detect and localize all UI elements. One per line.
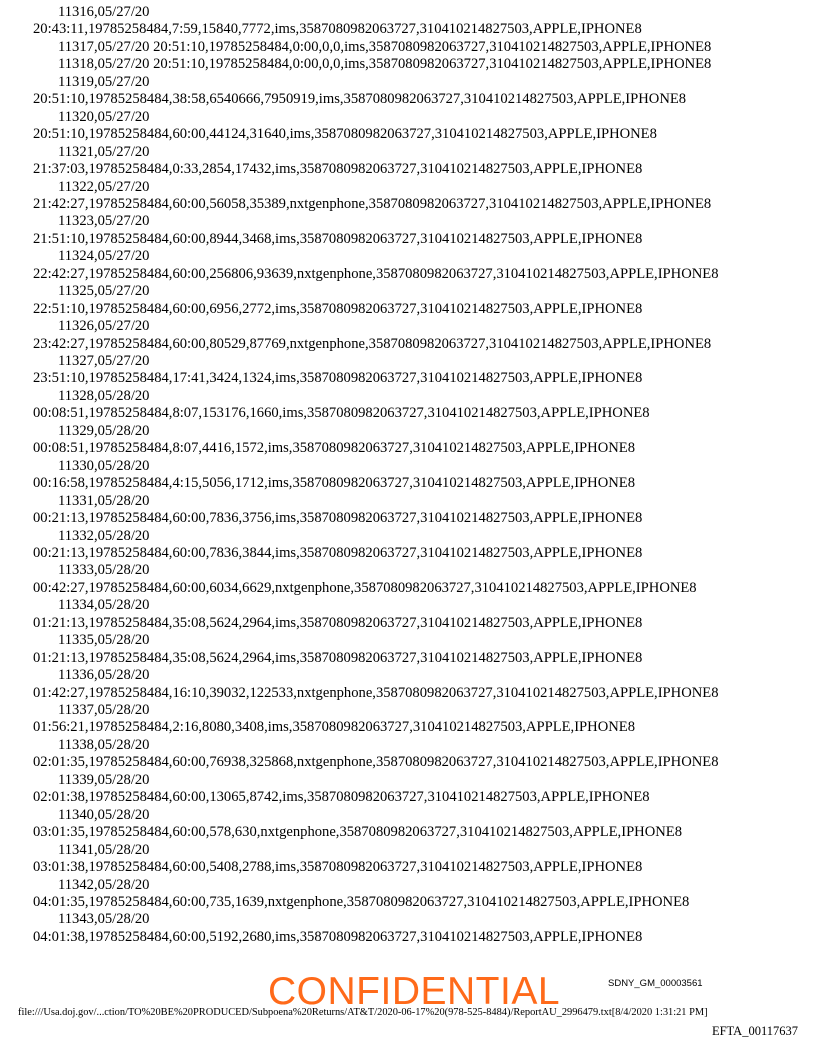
record-detail-line: 22:51:10,19785258484,60:00,6956,2772,ims,3587080982063727,310410214827503,APPLE,IPHONE8	[33, 300, 643, 317]
record-detail-line: 20:43:11,19785258484,7:59,15840,7772,ims,3587080982063727,310410214827503,APPLE,IPHONE8	[33, 21, 642, 38]
record-detail-line: 01:42:27,19785258484,16:10,39032,122533,nxtgenphone,3587080982063727,310410214827503,APPLE,IPHONE8	[33, 684, 719, 701]
record-detail-line: 23:42:27,19785258484,60:00,80529,87769,nxtgenphone,3587080982063727,310410214827503,APPLE,IPHONE8	[33, 335, 712, 352]
record-detail-line: 00:08:51,19785258484,8:07,4416,1572,ims,3587080982063727,310410214827503,APPLE,IPHONE8	[33, 440, 636, 457]
record-header-line: 11319,05/27/20	[58, 73, 150, 90]
record-header-line: 11340,05/28/20	[58, 806, 150, 823]
record-header-line: 11339,05/28/20	[58, 771, 150, 788]
record-detail-line: 02:01:38,19785258484,60:00,13065,8742,ims,3587080982063727,310410214827503,APPLE,IPHONE8	[33, 789, 650, 806]
bates-number: SDNY_GM_00003561	[608, 978, 703, 989]
record-header-line: 11332,05/28/20	[58, 527, 150, 544]
record-detail-line: 22:42:27,19785258484,60:00,256806,93639,nxtgenphone,3587080982063727,310410214827503,APPLE,IPHONE8	[33, 265, 719, 282]
record-detail-line: 21:42:27,19785258484,60:00,56058,35389,nxtgenphone,3587080982063727,310410214827503,APPLE,IPHONE8	[33, 195, 712, 212]
record-detail-line: 00:16:58,19785258484,4:15,5056,1712,ims,3587080982063727,310410214827503,APPLE,IPHONE8	[33, 475, 636, 492]
record-detail-line: 03:01:35,19785258484,60:00,578,630,nxtgenphone,3587080982063727,310410214827503,APPLE,IPHONE8	[33, 824, 683, 841]
record-header-line: 11331,05/28/20	[58, 492, 150, 509]
record-header-line: 11337,05/28/20	[58, 702, 150, 718]
file-path-footer: file:///Usa.doj.gov/...ction/TO%20BE%20PRODUCED/Subpoena%20Returns/AT&T/2020-06-17%20(978-525-8484)/ReportAU_2996479.txt[8/4/2020 1:31:21 PM]	[18, 1007, 708, 1018]
confidential-stamp: CONFIDENTIAL	[268, 970, 561, 1013]
record-header-line: 11336,05/28/20	[58, 667, 150, 684]
record-header-line: 11321,05/27/20	[58, 143, 150, 160]
record-detail-line: 01:21:13,19785258484,35:08,5624,2964,ims,3587080982063727,310410214827503,APPLE,IPHONE8	[33, 614, 643, 631]
record-detail-line: 23:51:10,19785258484,17:41,3424,1324,ims,3587080982063727,310410214827503,APPLE,IPHONE8	[33, 370, 643, 387]
record-header-line: 11333,05/28/20	[58, 562, 150, 579]
record-detail-line: 03:01:38,19785258484,60:00,5408,2788,ims,3587080982063727,310410214827503,APPLE,IPHONE8	[33, 859, 643, 876]
record-header-line: 11328,05/28/20	[58, 387, 150, 404]
record-detail-line: 00:21:13,19785258484,60:00,7836,3844,ims,3587080982063727,310410214827503,APPLE,IPHONE8	[33, 544, 643, 561]
record-detail-line: 21:37:03,19785258484,0:33,2854,17432,ims,3587080982063727,310410214827503,APPLE,IPHONE8	[33, 161, 643, 178]
record-detail-line: 01:56:21,19785258484,2:16,8080,3408,ims,3587080982063727,310410214827503,APPLE,IPHONE8	[33, 719, 636, 736]
record-header-line: 11325,05/27/20	[58, 283, 150, 300]
record-header-line: 11327,05/27/20	[58, 353, 150, 369]
record-header-line: 11330,05/28/20	[58, 457, 150, 474]
record-header-line: 11316,05/27/20	[58, 4, 150, 20]
record-header-line: 11320,05/27/20	[58, 108, 150, 125]
record-header-line: 11326,05/27/20	[58, 318, 150, 335]
record-detail-line: 00:21:13,19785258484,60:00,7836,3756,ims,3587080982063727,310410214827503,APPLE,IPHONE8	[33, 510, 643, 527]
record-detail-line: 21:51:10,19785258484,60:00,8944,3468,ims,3587080982063727,310410214827503,APPLE,IPHONE8	[33, 230, 643, 247]
record-header-line: 11329,05/28/20	[58, 422, 150, 439]
record-header-line: 11317,05/27/20 20:51:10,19785258484,0:00,0,0,ims,3587080982063727,310410214827503,APPLE,IPHONE8	[58, 38, 712, 55]
record-detail-line: 02:01:35,19785258484,60:00,76938,325868,nxtgenphone,3587080982063727,310410214827503,APPLE,IPHONE8	[33, 754, 719, 771]
record-detail-line: 20:51:10,19785258484,60:00,44124,31640,ims,3587080982063727,310410214827503,APPLE,IPHONE8	[33, 126, 657, 143]
record-header-line: 11341,05/28/20	[58, 841, 150, 858]
record-detail-line: 00:08:51,19785258484,8:07,153176,1660,ims,3587080982063727,310410214827503,APPLE,IPHONE8	[33, 405, 650, 422]
efta-number: EFTA_00117637	[711, 1024, 798, 1038]
record-header-line: 11324,05/27/20	[58, 248, 150, 265]
record-header-line: 11323,05/27/20	[58, 213, 150, 230]
record-detail-line: 04:01:35,19785258484,60:00,735,1639,nxtgenphone,3587080982063727,310410214827503,APPLE,IPHONE8	[33, 893, 690, 910]
record-detail-line: 04:01:38,19785258484,60:00,5192,2680,ims,3587080982063727,310410214827503,APPLE,IPHONE8	[33, 928, 643, 945]
record-detail-line: 00:42:27,19785258484,60:00,6034,6629,nxtgenphone,3587080982063727,310410214827503,APPLE,IPHONE8	[33, 579, 697, 596]
record-header-line: 11335,05/28/20	[58, 632, 150, 649]
record-detail-line: 01:21:13,19785258484,35:08,5624,2964,ims,3587080982063727,310410214827503,APPLE,IPHONE8	[33, 649, 643, 666]
record-header-line: 11338,05/28/20	[58, 736, 150, 753]
record-header-line: 11342,05/28/20	[58, 876, 150, 893]
record-header-line: 11322,05/27/20	[58, 178, 150, 195]
record-detail-line: 20:51:10,19785258484,38:58,6540666,7950919,ims,3587080982063727,310410214827503,APPLE,IPHONE8	[33, 91, 687, 108]
record-header-line: 11343,05/28/20	[58, 911, 150, 928]
record-header-line: 11318,05/27/20 20:51:10,19785258484,0:00,0,0,ims,3587080982063727,310410214827503,APPLE,IPHONE8	[58, 56, 712, 73]
record-header-line: 11334,05/28/20	[58, 597, 150, 614]
